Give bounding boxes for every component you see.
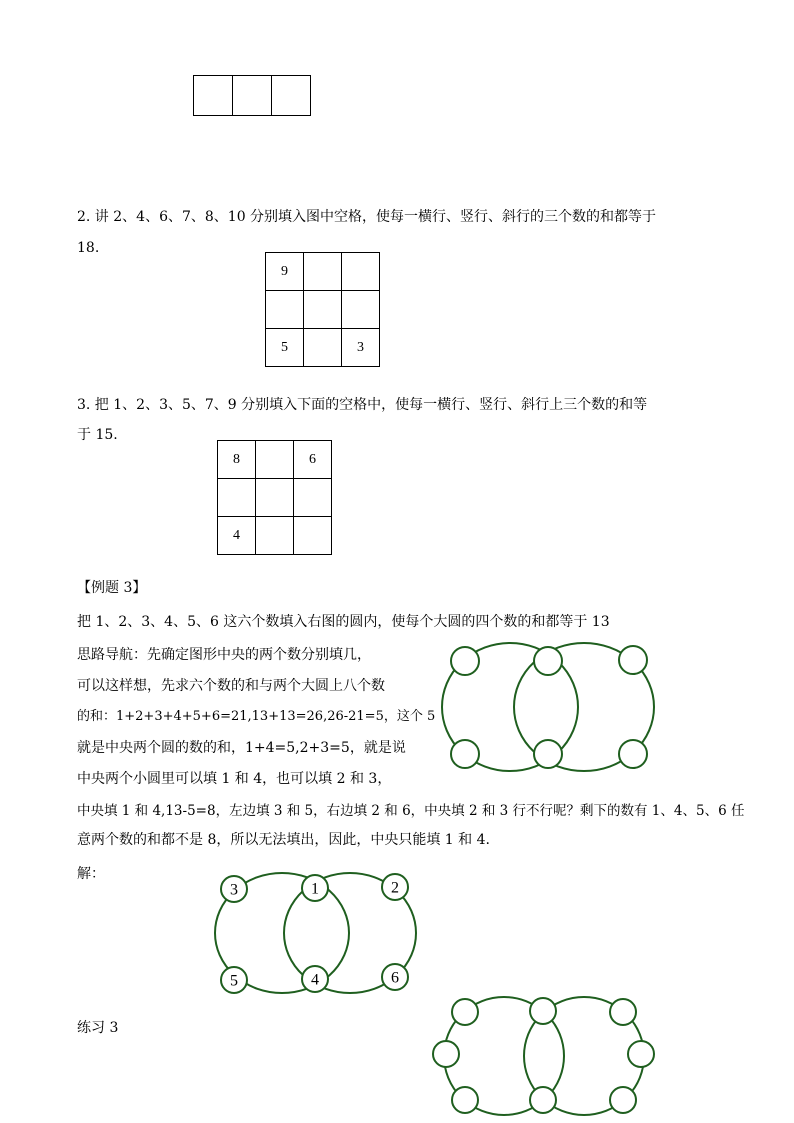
- problem3-text-line1: 3. 把 1、2、3、5、7、9 分别填入下面的空格中，使每一横行、竖行、斜行上三个数的和等: [77, 397, 648, 413]
- hint-line-2: 可以这样想，先求六个数的和与两个大圆上八个数: [77, 678, 385, 694]
- grid-cell: [256, 479, 294, 517]
- top-box: [272, 76, 311, 116]
- top-box: [233, 76, 272, 116]
- small-circle: [452, 1087, 478, 1113]
- small-circle: [534, 740, 562, 768]
- hint-line-1: 思路导航：先确定图形中央的两个数分别填几，: [77, 647, 371, 663]
- example3-statement: 把 1、2、3、4、5、6 这六个数填入右图的圆内，使每个大圆的四个数的和都等于 13: [77, 614, 610, 630]
- practice-circle-diagram: [430, 990, 660, 1120]
- practice3-label: 练习 3: [77, 1020, 119, 1036]
- hint-line-3: 的和：1+2+3+4+5+6=21,13+13=26,26-21=5，这个 5: [77, 709, 436, 724]
- grid-cell: [304, 329, 342, 367]
- circle-value: 4: [311, 971, 319, 989]
- grid-cell: [304, 291, 342, 329]
- circle-value: 5: [230, 972, 238, 990]
- small-circle: [451, 647, 479, 675]
- hint-line-7: 意两个数的和都不是 8，所以无法填出，因此，中央只能填 1 和 4.: [77, 832, 490, 848]
- grid-cell: [266, 291, 304, 329]
- grid-cell: [294, 479, 332, 517]
- small-circle: [534, 647, 562, 675]
- small-circle: [530, 998, 556, 1024]
- problem3-text-line2: 于 15.: [77, 427, 118, 443]
- problem3-grid: [217, 440, 332, 555]
- grid-cell: 5: [266, 329, 304, 367]
- small-circle: [619, 740, 647, 768]
- example3-heading: 【例题 3】: [77, 580, 147, 596]
- circle-value: 3: [230, 881, 238, 899]
- small-circle: [610, 999, 636, 1025]
- circle-value: 6: [391, 969, 399, 987]
- problem2-text-line1: 2. 讲 2、4、6、7、8、10 分别填入图中空格，使每一横行、竖行、斜行的三个数的和都等于: [77, 209, 657, 225]
- grid-cell: [304, 253, 342, 291]
- problem2-text-line2: 18.: [77, 240, 100, 256]
- grid-cell: [256, 517, 294, 555]
- top-box: [194, 76, 233, 116]
- grid-cell: [342, 291, 380, 329]
- hint-line-6: 中央填 1 和 4,13-5=8，左边填 3 和 5，右边填 2 和 6，中央填 2 和 3 行不行呢？剩下的数有 1、4、5、6 任: [77, 803, 745, 819]
- circle-value: 1: [311, 880, 319, 898]
- small-circle: [619, 646, 647, 674]
- top-answer-boxes: [193, 75, 311, 116]
- grid-cell: 3: [342, 329, 380, 367]
- small-circle: [530, 1087, 556, 1113]
- small-circle: [451, 740, 479, 768]
- circle-value: 2: [391, 879, 399, 897]
- example-circle-diagram: [437, 640, 667, 780]
- small-circle: [610, 1087, 636, 1113]
- small-circle: [433, 1041, 459, 1067]
- solution-circle-diagram: [212, 870, 422, 1005]
- solution-label: 解：: [77, 866, 105, 882]
- grid-cell: [256, 441, 294, 479]
- grid-cell: [218, 479, 256, 517]
- problem2-grid: [265, 252, 380, 367]
- grid-cell: 6: [294, 441, 332, 479]
- grid-cell: [294, 517, 332, 555]
- hint-line-4: 就是中央两个圆的数的和，1+4=5,2+3=5，就是说: [77, 740, 406, 756]
- small-circle: [628, 1041, 654, 1067]
- grid-cell: 4: [218, 517, 256, 555]
- grid-cell: 9: [266, 253, 304, 291]
- grid-cell: 8: [218, 441, 256, 479]
- grid-cell: [342, 253, 380, 291]
- small-circle: [452, 999, 478, 1025]
- hint-line-5: 中央两个小圆里可以填 1 和 4，也可以填 2 和 3，: [77, 771, 392, 787]
